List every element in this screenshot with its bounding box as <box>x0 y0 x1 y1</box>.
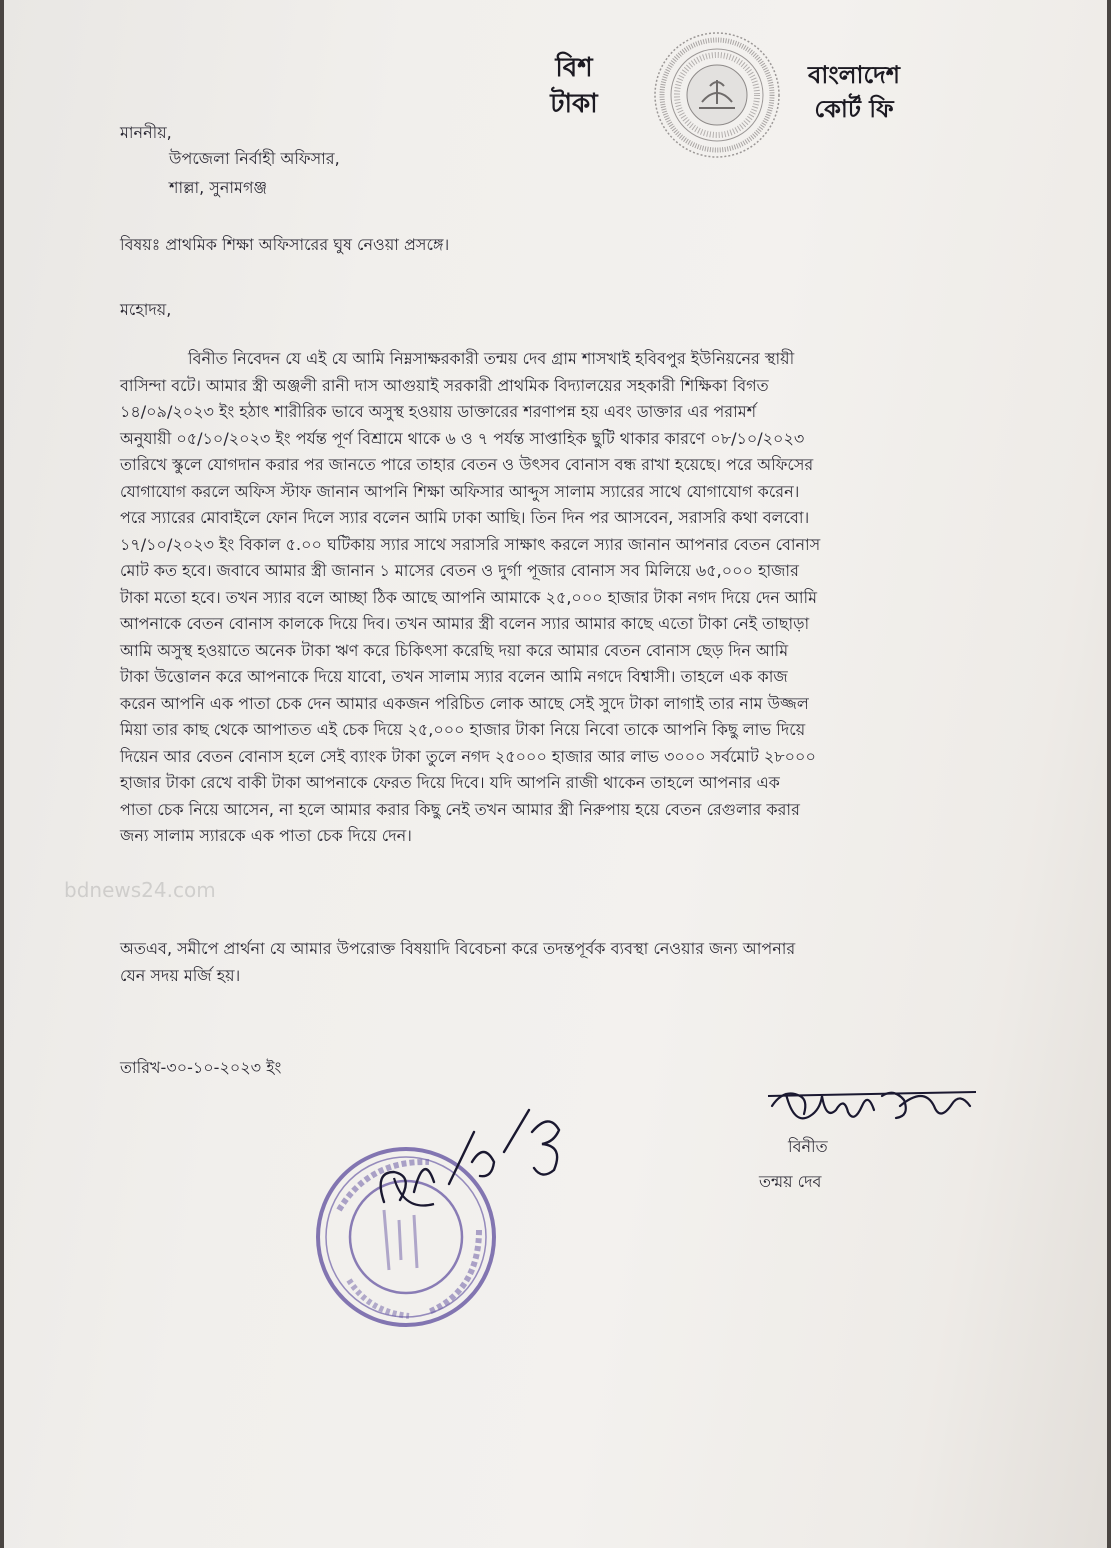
body-line: করেন আপনি এক পাতা চেক দেন আমার একজন পরিচিত লোক আছে সেই সুদে টাকা লাগাই তার নাম উজ্জল <box>120 693 809 713</box>
closing-line: অতএব, সমীপে প্রার্থনা যে আমার উপরোক্ত বিষয়াদি বিবেচনা করে তদন্তপূর্বক ব্যবস্থা নেওয়ার জন্য আপনার <box>120 939 796 958</box>
salutation: মাননীয়, <box>120 123 172 142</box>
stamp-value-line2: টাকা <box>550 89 598 119</box>
stamp-value-line1: বিশ <box>555 53 593 83</box>
body-line: টাকা উত্তোলন করে আপনাকে দিয়ে যাবো, তখন সালাম স্যার বলেন আমি নগদে বিশ্বাসী। তাহলে এক কাজ <box>120 667 788 686</box>
closing-line: যেন সদয় মর্জি হয়। <box>120 965 241 985</box>
body-line: আপনাকে বেতন বোনাস কালকে দিয়ে দিব। তখন আমার স্ত্রী বলেন স্যার আমার কাছে এতো টাকা নেই তাছাড়া <box>120 614 810 633</box>
greeting: মহোদয়, <box>120 300 172 319</box>
body-line: যোগাযোগ করলে অফিস স্টাফ জানান আপনি শিক্ষা অফিসার আব্দুস সালাম স্যারের সাথে যোগাযোগ করেন। <box>120 481 800 501</box>
handwritten-date-note <box>354 1092 594 1222</box>
stamp-issuer <box>789 58 919 126</box>
stamp-issuer-line1: বাংলাদেশ <box>808 61 900 89</box>
stamp-issuer-line2: কোর্ট ফি <box>814 95 894 123</box>
body-line: পরে স্যারের মোবাইলে ফোন দিলে স্যার বলেন আমি ঢাকা আছি। তিন দিন পর আসবেন, সরাসরি কথা বলবো। <box>120 508 810 527</box>
body-line: মোট কত হবে। জবাবে আমার স্ত্রী জানান ১ মাসের বেতন ও দুর্গা পূজার বোনাস সব মিলিয়ে ৬৫,০০০ হাজার <box>120 561 799 580</box>
court-fee-stamp <box>524 30 924 150</box>
body-line: আমি অসুস্থ হওয়াতে অনেক টাকা ঋণ করে চিকিৎসা করেছি দয়া করে আমার বেতন বোনাস ছেড় দিন আমি <box>120 640 789 660</box>
government-seal-icon <box>652 30 782 160</box>
body-line: বাসিন্দা বটে। আমার স্ত্রী অঞ্জলী রানী দাস আগুয়াই সরকারী প্রাথমিক বিদ্যালয়ের সহকারী শিক্ষিকা বিগত <box>120 375 769 395</box>
body-line: মিয়া তার কাছ থেকে আপাতত এই চেক দিয়ে ২৫,০০০ হাজার টাকা নিয়ে নিবো তাকে আপনি কিছু লাভ দিয়ে <box>120 720 806 739</box>
letter-page <box>4 0 1107 1548</box>
recipient-designation: উপজেলা নির্বাহী অফিসার, <box>169 149 340 168</box>
body-line: তারিখে স্কুলে যোগদান করার পর জানতে পারে তাহার বেতন ও উৎসব বোনাস বন্ধ রাখা হয়েছে। পরে অফিসের <box>120 455 814 474</box>
signer-name: তন্ময় দেব <box>759 1172 822 1191</box>
body-line: অনুযায়ী ০৫/১০/২০২৩ ইং পর্যন্ত পূর্ণ বিশ্রামে থাকে ৬ ও ৭ পর্যন্ত সাপ্তাহিক ছুটি থাকার কারণে ০৮/১০/২০২৩ <box>120 428 805 448</box>
body-line: পাতা চেক নিয়ে আসেন, না হলে আমার করার কিছু নেই তখন আমার স্ত্রী নিরুপায় হয়ে বেতন রেগুলার করার <box>120 799 800 819</box>
recipient-location: শাল্লা, সুনামগঞ্জ <box>169 178 268 197</box>
body-paragraph <box>120 346 990 850</box>
body-line: টাকা মতো হবে। তখন স্যার বলে আচ্ছা ঠিক আছে আপনি আমাকে ২৫,০০০ হাজার টাকা নগদ দিয়ে দেন আমি <box>120 587 817 607</box>
watermark: bdnews24.com <box>64 878 216 902</box>
closing-paragraph <box>120 936 990 989</box>
body-line: ১৭/১০/২০২৩ ইং বিকাল ৫.০০ ঘটিকায় স্যার সাথে সরাসরি সাক্ষাৎ করলে স্যার জানান আপনার বেতন বোনাস <box>120 534 821 554</box>
handwritten-signature <box>764 1066 984 1136</box>
body-line: দিয়েন আর বেতন বোনাস হলে সেই ব্যাংক টাকা তুলে নগদ ২৫০০০ হাজার আর লাভ ৩০০০ সর্বমোট ২৮০০০ <box>120 746 816 766</box>
stamp-value <box>524 50 624 122</box>
body-line: বিনীত নিবেদন যে এই যে আমি নিম্নসাক্ষরকারী তন্ময় দেব গ্রাম শাসখাই হবিবপুর ইউনিয়নের স্থায়ী <box>188 349 795 368</box>
body-line: হাজার টাকা রেখে বাকী টাকা আপনাকে ফেরত দিয়ে দিবে। যদি আপনি রাজী থাকেন তাহলে আপনার এক <box>120 773 780 792</box>
signoff-label: বিনীত <box>788 1137 828 1156</box>
body-line: ১৪/০৯/২০২৩ ইং হঠাৎ শারীরিক ভাবে অসুস্থ হওয়ায় ডাক্তারের শরণাপন্ন হয় এবং ডাক্তার এর পরামর্শ <box>120 402 757 421</box>
subject-line: বিষয়ঃ প্রাথমিক শিক্ষা অফিসারের ঘুষ নেওয়া প্রসঙ্গে। <box>120 235 450 254</box>
letter-date: তারিখ-৩০-১০-২০২৩ ইং <box>120 1058 282 1077</box>
body-line: জন্য সালাম স্যারকে এক পাতা চেক দিয়ে দেন। <box>120 826 412 845</box>
